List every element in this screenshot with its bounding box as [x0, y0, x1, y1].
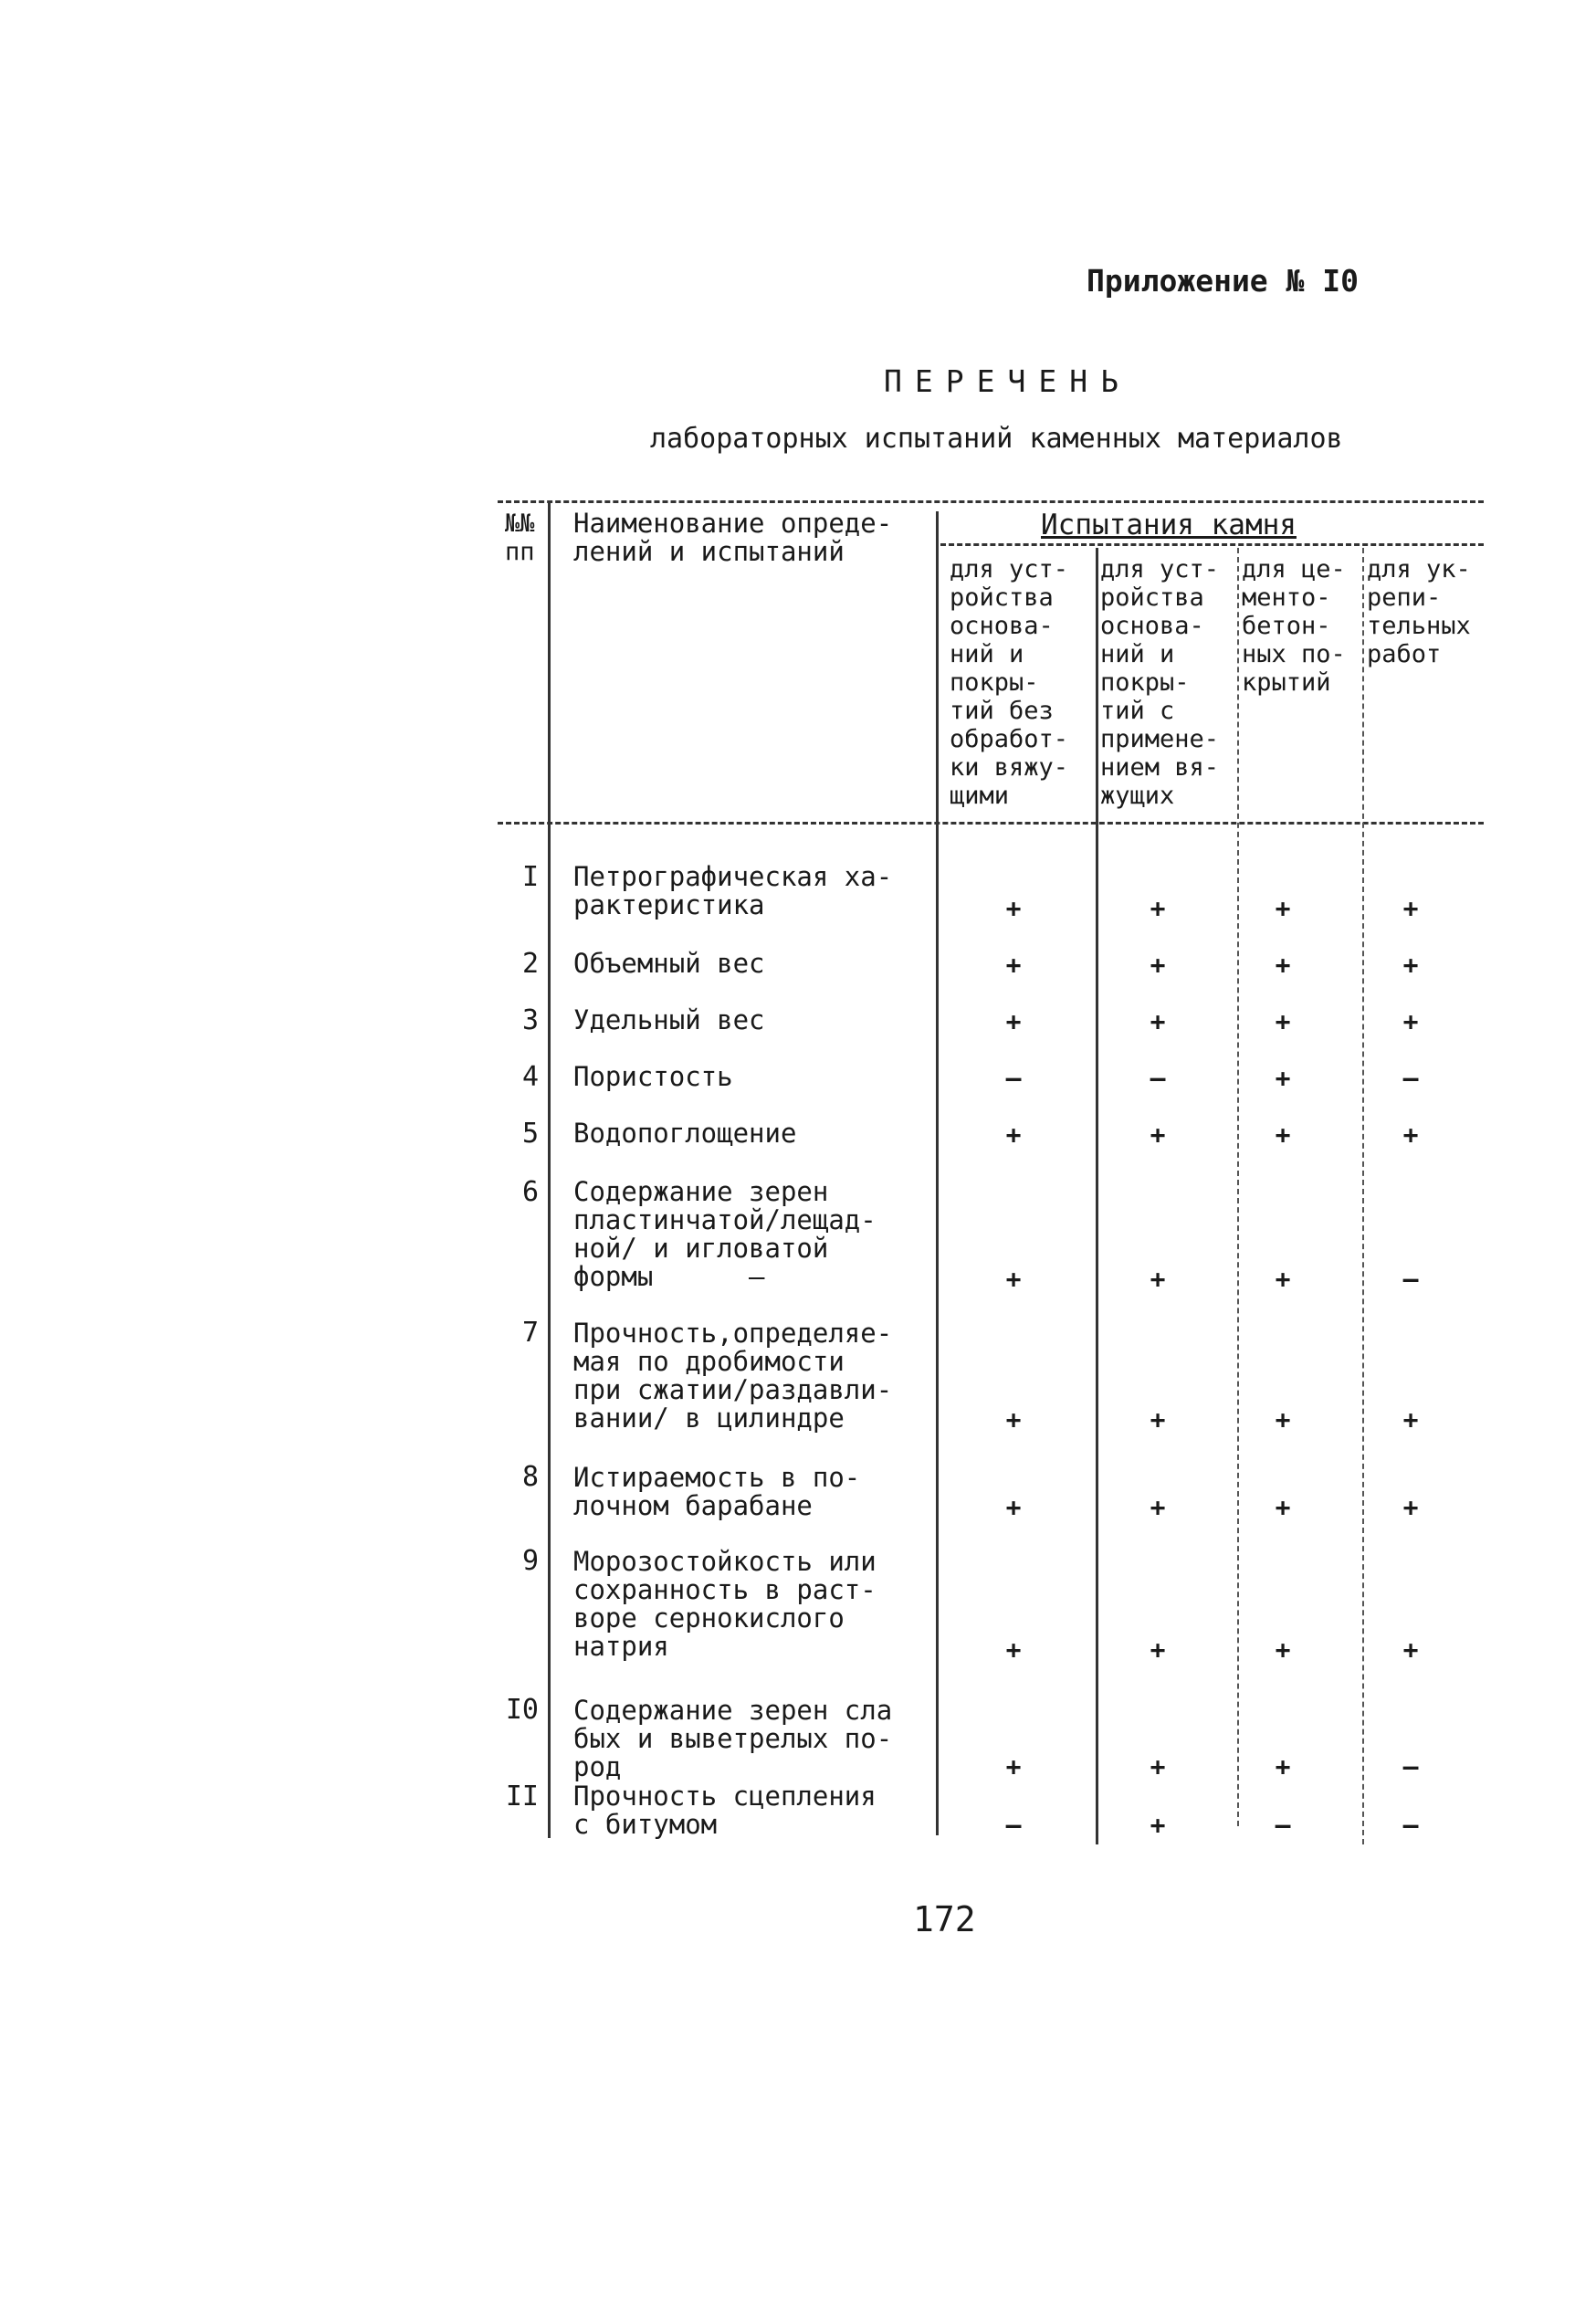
- table-top-rule: [498, 500, 1484, 503]
- page-number: 172: [913, 1899, 976, 1939]
- row-mark: +: [1005, 1751, 1022, 1781]
- row-name: Истираемость в по- лочном барабане: [573, 1462, 861, 1521]
- row-name: Морозостойкость или сохранность в раст- воре сернокислого натрия: [573, 1546, 877, 1662]
- row-mark: +: [1275, 1492, 1291, 1522]
- row-mark: –: [1402, 1810, 1419, 1840]
- sub-header-1: для уст- ройства основа- ний и покры- тий без обработ- ки вяжу- щими: [950, 555, 1069, 810]
- row-mark: +: [1275, 1006, 1291, 1036]
- row-mark: +: [1402, 950, 1419, 980]
- row-mark: +: [1005, 1492, 1022, 1522]
- row-name: Удельный вес: [573, 1004, 765, 1035]
- row-mark: +: [1150, 950, 1166, 980]
- row-name: Пористость: [573, 1061, 733, 1092]
- document-subtitle: лабораторных испытаний каменных материалов: [650, 423, 1343, 455]
- row-mark: +: [1402, 1404, 1419, 1434]
- row-mark: +: [1275, 893, 1291, 923]
- row-mark: +: [1150, 1404, 1166, 1434]
- row-number: 6: [521, 1176, 539, 1208]
- row-number: II: [505, 1781, 539, 1812]
- row-mark: +: [1005, 1404, 1022, 1434]
- sub-header-4: для ук- репи- тельных работ: [1367, 555, 1471, 668]
- row-mark: –: [1005, 1810, 1022, 1840]
- row-mark: –: [1402, 1751, 1419, 1781]
- row-mark: +: [1005, 1634, 1022, 1665]
- row-mark: +: [1402, 1634, 1419, 1665]
- sub-header-3: для це- менто- бетон- ных по- крытий: [1242, 555, 1346, 697]
- row-mark: +: [1275, 1751, 1291, 1781]
- col-num-header: №№ пп: [505, 510, 535, 566]
- row-mark: –: [1402, 1264, 1419, 1294]
- row-name: Петрографическая ха- рактеристика: [573, 861, 893, 920]
- row-name: Прочность сцепления с битумом: [573, 1781, 877, 1840]
- row-name: Прочность,определяе- мая по дробимости при сжатии/раздавли- вании/ в цилиндре: [573, 1318, 893, 1434]
- row-mark: +: [1275, 1119, 1291, 1150]
- sub-header-2: для уст- ройства основа- ний и покры- тий с примене- нием вя- жущих: [1100, 555, 1220, 810]
- row-mark: +: [1275, 1264, 1291, 1294]
- row-mark: +: [1402, 1492, 1419, 1522]
- row-number: I: [521, 861, 539, 893]
- row-mark: +: [1150, 893, 1166, 923]
- row-mark: +: [1275, 950, 1291, 980]
- row-number: 8: [521, 1461, 539, 1493]
- row-mark: +: [1150, 1751, 1166, 1781]
- row-mark: +: [1005, 1006, 1022, 1036]
- col-divider-sub2: [1237, 548, 1239, 1826]
- row-mark: –: [1005, 1063, 1022, 1093]
- row-name: Содержание зерен пластинчатой/лещад- ной/ и игловатой формы –: [573, 1176, 877, 1292]
- row-mark: +: [1402, 1119, 1419, 1150]
- row-mark: –: [1402, 1063, 1419, 1093]
- row-number: 4: [521, 1061, 539, 1093]
- col-divider-name: [936, 511, 939, 1835]
- row-mark: +: [1005, 1119, 1022, 1150]
- document-title: ПЕРЕЧЕНЬ: [884, 363, 1131, 399]
- row-number: I0: [505, 1694, 539, 1726]
- row-mark: +: [1005, 1264, 1022, 1294]
- col-name-header: Наименование опреде- лений и испытаний: [573, 508, 893, 567]
- row-mark: +: [1005, 893, 1022, 923]
- row-mark: +: [1402, 1006, 1419, 1036]
- row-mark: –: [1150, 1063, 1166, 1093]
- row-mark: +: [1150, 1810, 1166, 1840]
- row-mark: +: [1275, 1404, 1291, 1434]
- row-mark: +: [1150, 1264, 1166, 1294]
- row-number: 3: [521, 1004, 539, 1036]
- row-number: 9: [521, 1545, 539, 1577]
- row-number: 2: [521, 948, 539, 980]
- col-divider-sub1: [1096, 548, 1098, 1844]
- row-mark: +: [1150, 1119, 1166, 1150]
- row-number: 5: [521, 1118, 539, 1150]
- row-mark: +: [1150, 1634, 1166, 1665]
- row-name: Объемный вес: [573, 948, 765, 979]
- row-mark: +: [1275, 1634, 1291, 1665]
- header-bottom-rule: [498, 822, 1484, 825]
- row-mark: +: [1150, 1492, 1166, 1522]
- group-header-rule: [940, 543, 1484, 546]
- appendix-label: Приложение № I0: [1087, 263, 1360, 299]
- row-name: Содержание зерен сла бых и выветрелых по- род: [573, 1695, 893, 1782]
- row-mark: +: [1275, 1063, 1291, 1093]
- row-mark: +: [1402, 893, 1419, 923]
- row-number: 7: [521, 1317, 539, 1349]
- col-divider-num: [548, 500, 551, 1838]
- row-name: Водопоглощение: [573, 1118, 797, 1149]
- row-mark: +: [1005, 950, 1022, 980]
- group-header: Испытания камня: [1041, 509, 1297, 541]
- row-mark: +: [1150, 1006, 1166, 1036]
- col-divider-sub3: [1362, 548, 1364, 1844]
- row-mark: –: [1275, 1810, 1291, 1840]
